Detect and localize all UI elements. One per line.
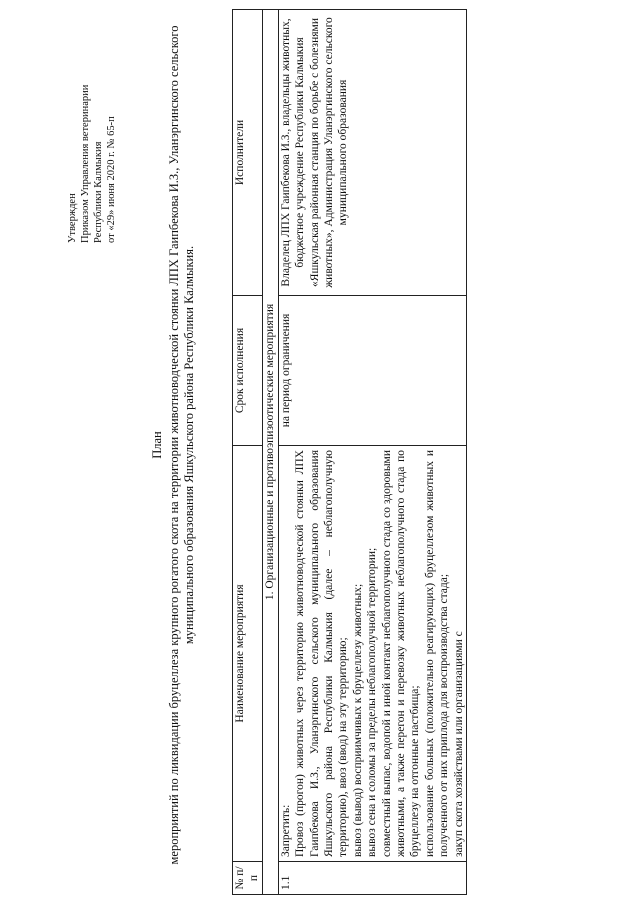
- deadline-cell: на период ограничения: [278, 296, 466, 446]
- header-num: № п/п: [233, 862, 263, 895]
- approval-line: Приказом Управления ветеринарии: [80, 84, 91, 243]
- section-title: 1. Организационные и противоэпизоотические мероприятия: [262, 10, 278, 895]
- executors-cell: Владелец ЛПХ Гаипбекова И.З., владельцы животных, бюджетное учреждение Республики Калмыкия «Яшкульская районная станция по борьбе с болезнями животных», Администрация Уланэргинского сельского муниципального образования: [278, 10, 466, 296]
- table-header-row: [233, 10, 263, 895]
- table-row: [278, 10, 466, 895]
- measure-line: вывоз (вывод) восприимчивых к бруцеллезу животных;: [351, 583, 364, 857]
- document-title: [150, 25, 197, 865]
- approval-line: от «29» июня 2020 г. № 65-п: [106, 116, 117, 243]
- plan-table: [232, 9, 467, 895]
- approval-line: Республики Калмыкия: [93, 141, 104, 243]
- row-number: 1.1: [278, 862, 466, 895]
- measure-line: Запретить:: [279, 804, 292, 857]
- measure-line: вывоз сена и соломы за пределы неблагополучной территории;: [366, 547, 379, 857]
- header-measure: Наименование мероприятия: [233, 446, 263, 862]
- measure-line: использование больных (положительно реагирующих) бруцеллезом животных и полученного от них приплода для воспроизводства стада;: [423, 450, 451, 857]
- header-deadline: Срок исполнения: [233, 296, 263, 446]
- title-word: План: [150, 431, 164, 459]
- measures-cell: [278, 446, 466, 862]
- measure-line: Провоз (прогон) животных через территорию животноводческой стоянки ЛПХ Гаипбекова И.З., Уланэргинского сельского муниципального образования Яшкульского района Республики Калмыкия (далее – неблагополучную территорию), ввоз (ввод) на эту территорию;: [294, 450, 350, 857]
- approval-stamp: [66, 13, 118, 243]
- measure-line: закуп скота хозяйствами или организациями с: [452, 631, 465, 857]
- title-text: мероприятий по ликвидации бруцеллеза крупного рогатого скота на территории животноводческой стоянки ЛПХ Гаипбекова И.З., Уланэргинского сельского муниципального образования Яшкульского района Республики Калмыкия.: [167, 25, 196, 865]
- header-executors: Исполнители: [233, 10, 263, 296]
- measure-line: совместный выпас, водопой и иной контакт неблагополучного стада со здоровыми животными, а также перегон и перевозку животных неблагополучного стада по бруцеллезу на отгонные пастбища;: [380, 450, 422, 857]
- section-row: [262, 10, 278, 895]
- approval-line: Утвержден: [67, 193, 78, 243]
